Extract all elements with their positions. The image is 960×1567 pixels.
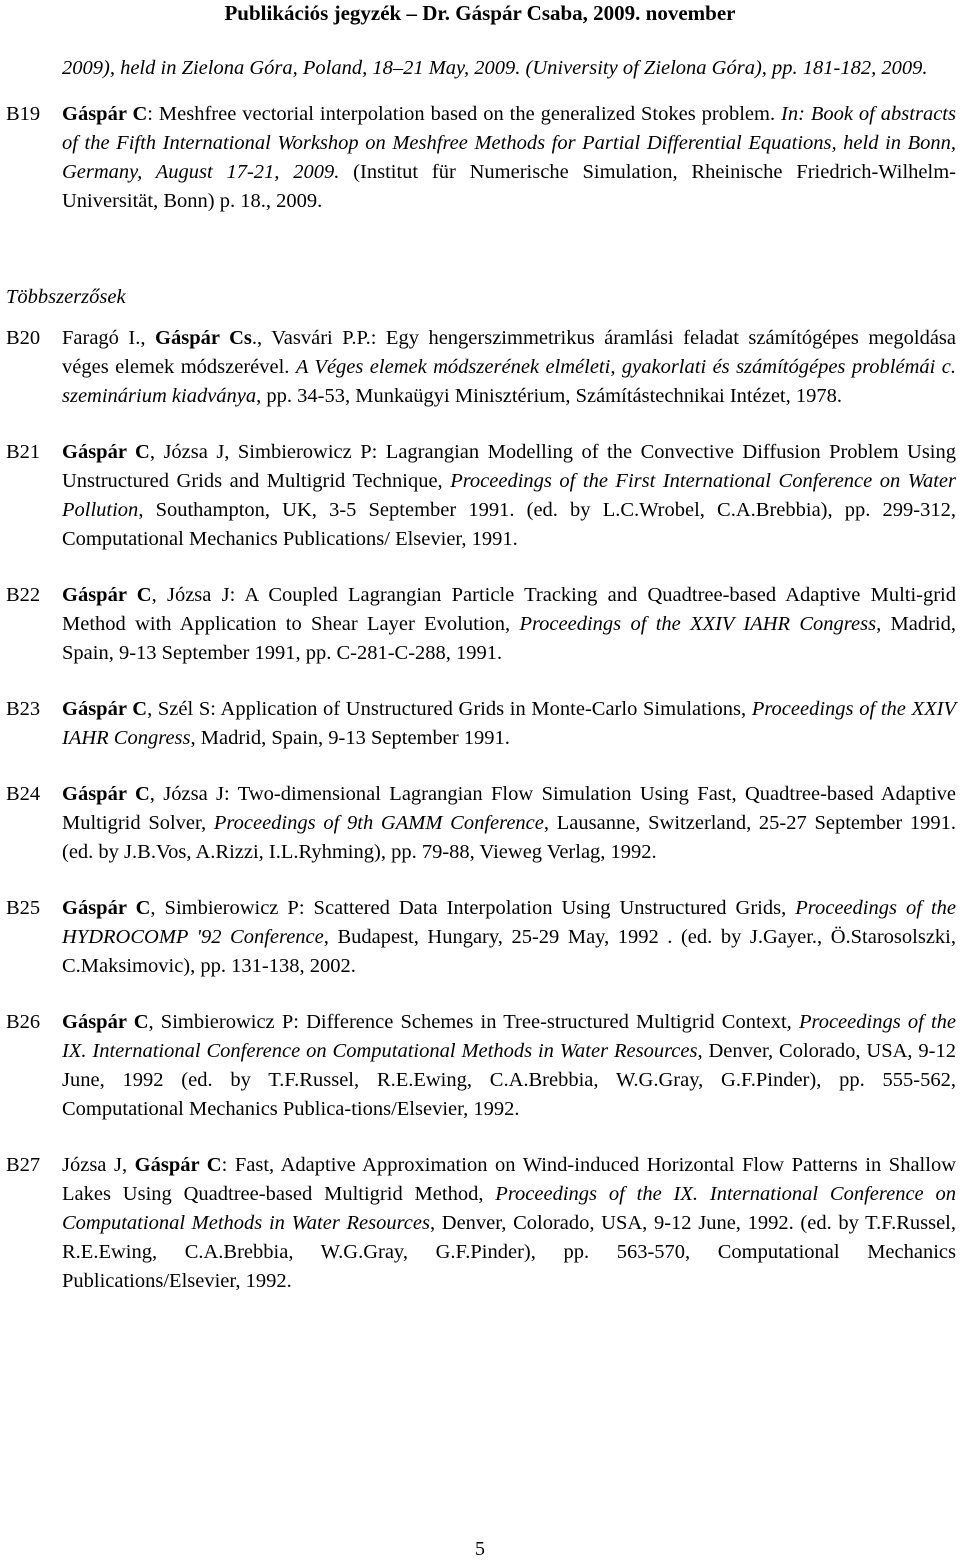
entry-segment: ., Vasvári P.P.: Egy hengerszimmetrikus áramlási feladat számítógépes megoldása véges elemek módszerével. (62, 327, 956, 378)
publication-entry (6, 894, 956, 981)
entry-text (62, 54, 956, 83)
author-highlight: Gáspár C (62, 103, 148, 125)
entry-number: B26 (6, 1011, 41, 1033)
publication-venue: Proceedings of the XXIV IAHR Congress (62, 698, 957, 749)
entry-text (62, 581, 956, 668)
publication-entry (6, 438, 956, 554)
entry-text (62, 100, 956, 216)
publication-list (6, 54, 956, 1323)
entry-text (62, 695, 956, 753)
entry-text (62, 438, 956, 554)
entry-segment: , Denver, Colorado, USA, 9-12 June, 1992. (ed. by T.F.Russel, R.E.Ewing, C.A.Brebbia, W.G.Gray, G.F.Pinder), pp. 563-570, Computational Mechanics Publications/Elsevier, 1992. (62, 1212, 956, 1292)
page-header: Publikációs jegyzék – Dr. Gáspár Csaba, 2009. november (224, 1, 736, 25)
entry-segment: , Lausanne, Switzerland, 25-27 September 1991. (ed. by J.B.Vos, A.Rizzi, I.L.Ryhming), pp. 79-88, Vieweg Verlag, 1992. (62, 812, 957, 863)
entry-number: B21 (6, 441, 41, 463)
publication-entry (6, 1151, 956, 1296)
publication-venue: Proceedings of the HYDROCOMP '92 Conference (62, 897, 957, 948)
entry-number: B22 (6, 584, 41, 606)
entry-segment: , Denver, Colorado, USA, 9-12 June, 1992 (ed. by T.F.Russel, R.E.Ewing, C.A.Brebbia, W.G.Gray, G.F.Pinder), pp. 555-562, Computational Mechanics Publica-tions/Elsevier, 1992. (62, 1040, 957, 1120)
entry-segment: , Szél S: Application of Unstructured Grids in Monte-Carlo Simulations, (147, 698, 752, 720)
publication-venue: Proceedings of the XXIV IAHR Congress (519, 613, 877, 635)
entry-text (62, 894, 956, 981)
entry-number: B20 (6, 327, 41, 349)
publication-entry (6, 1008, 956, 1124)
publication-venue: 2009), held in Zielona Góra, Poland, 18–21 May, 2009. (University of Zielona Góra), pp. 181-182, 2009. (62, 57, 928, 79)
entry-segment: , Simbierowicz P: Scattered Data Interpolation Using Unstructured Grids, (150, 897, 796, 919)
publication-venue: Proceedings of the IX. International Conference on Computational Methods in Water Resources (62, 1183, 956, 1234)
continuation-block (6, 54, 956, 216)
entry-number: B25 (6, 897, 41, 919)
entry-segment: , Józsa J: Two-dimensional Lagrangian Flow Simulation Using Fast, Quadtree-based Adaptive Multigrid Solver, (62, 783, 956, 834)
publication-venue: Proceedings of 9th GAMM Conference (213, 812, 544, 834)
author-highlight: Gáspár C (62, 441, 150, 463)
publication-entry (6, 581, 956, 668)
entry-text (62, 780, 956, 867)
author-highlight: Gáspár C (62, 783, 150, 805)
publication-entry (6, 780, 956, 867)
entry-number (6, 54, 62, 83)
entries-block (6, 324, 956, 1296)
author-highlight: Gáspár Cs (155, 327, 252, 349)
author-highlight: Gáspár C (62, 1011, 149, 1033)
page-number: 5 (475, 1538, 485, 1560)
publication-entry (6, 695, 956, 753)
entry-number: B27 (6, 1154, 41, 1176)
entry-segment: , pp. 34-53, Munkaügyi Minisztérium, Számítástechnikai Intézet, 1978. (256, 385, 842, 407)
publication-venue: A Véges elemek módszerének elméleti, gyakorlati és számítógépes problémái c. szeminárium kiadványa (62, 356, 956, 407)
entry-segment: Józsa J, (62, 1154, 135, 1176)
publication-entry (6, 100, 956, 216)
author-highlight: Gáspár C (62, 897, 151, 919)
author-highlight: Gáspár C (134, 1154, 222, 1176)
publication-venue: Proceedings of the First International Conference on Water Pollution (62, 470, 956, 521)
entry-segment: , Madrid, Spain, 9-13 September 1991. (190, 727, 510, 749)
entry-text (62, 1151, 956, 1296)
entry-segment: Faragó I., (62, 327, 156, 349)
entry-segment: : Meshfree vectorial interpolation based on the generalized Stokes problem. (147, 103, 782, 125)
author-highlight: Gáspár C (62, 584, 152, 606)
entry-number: B24 (6, 783, 41, 805)
entry-segment: , Madrid, Spain, 9-13 September 1991, pp. C-281-C-288, 1991. (62, 613, 956, 664)
entry-segment: : Fast, Adaptive Approximation on Wind-induced Horizontal Flow Patterns in Shallow Lakes Using Quadtree-based Multigrid Method, (62, 1154, 957, 1205)
entry-segment: , Józsa J: A Coupled Lagrangian Particle Tracking and Quadtree-based Adaptive Multi-grid Method with Application to Shear Layer Evolution, (62, 584, 957, 635)
entry-segment: (Institut für Numerische Simulation, Rheinische Friedrich-Wilhelm-Universität, Bonn) p. 18., 2009. (62, 161, 957, 212)
entry-number: B19 (6, 103, 41, 125)
publication-entry (6, 54, 956, 83)
entry-number: B23 (6, 698, 41, 720)
entry-segment: , Budapest, Hungary, 25-29 May, 1992 . (ed. by J.Gayer., Ö.Starosolszki, C.Maksimovic), pp. 131-138, 2002. (62, 926, 956, 977)
entry-segment: , Józsa J, Simbierowicz P: Lagrangian Modelling of the Convective Diffusion Problem Using Unstructured Grids and Multigrid Technique, (62, 441, 957, 492)
entry-text (62, 1008, 956, 1124)
publication-venue: Proceedings of the IX. International Conference on Computational Methods in Water Resources (62, 1011, 956, 1062)
entry-segment: , Simbierowicz P: Difference Schemes in Tree-structured Multigrid Context, (148, 1011, 799, 1033)
section-title: Többszerzősek (6, 286, 126, 308)
publication-venue: In: Book of abstracts of the Fifth International Workshop on Meshfree Methods for Partial Differential Equations, held in Bonn, Germany, August 17-21, 2009. (62, 103, 956, 183)
entry-text (62, 324, 956, 411)
entry-segment: , Southampton, UK, 3-5 September 1991. (ed. by L.C.Wrobel, C.A.Brebbia), pp. 299-312, Computational Mechanics Publications/ Elsevier, 1991. (62, 499, 956, 550)
author-highlight: Gáspár C (62, 698, 148, 720)
publication-entry (6, 324, 956, 411)
